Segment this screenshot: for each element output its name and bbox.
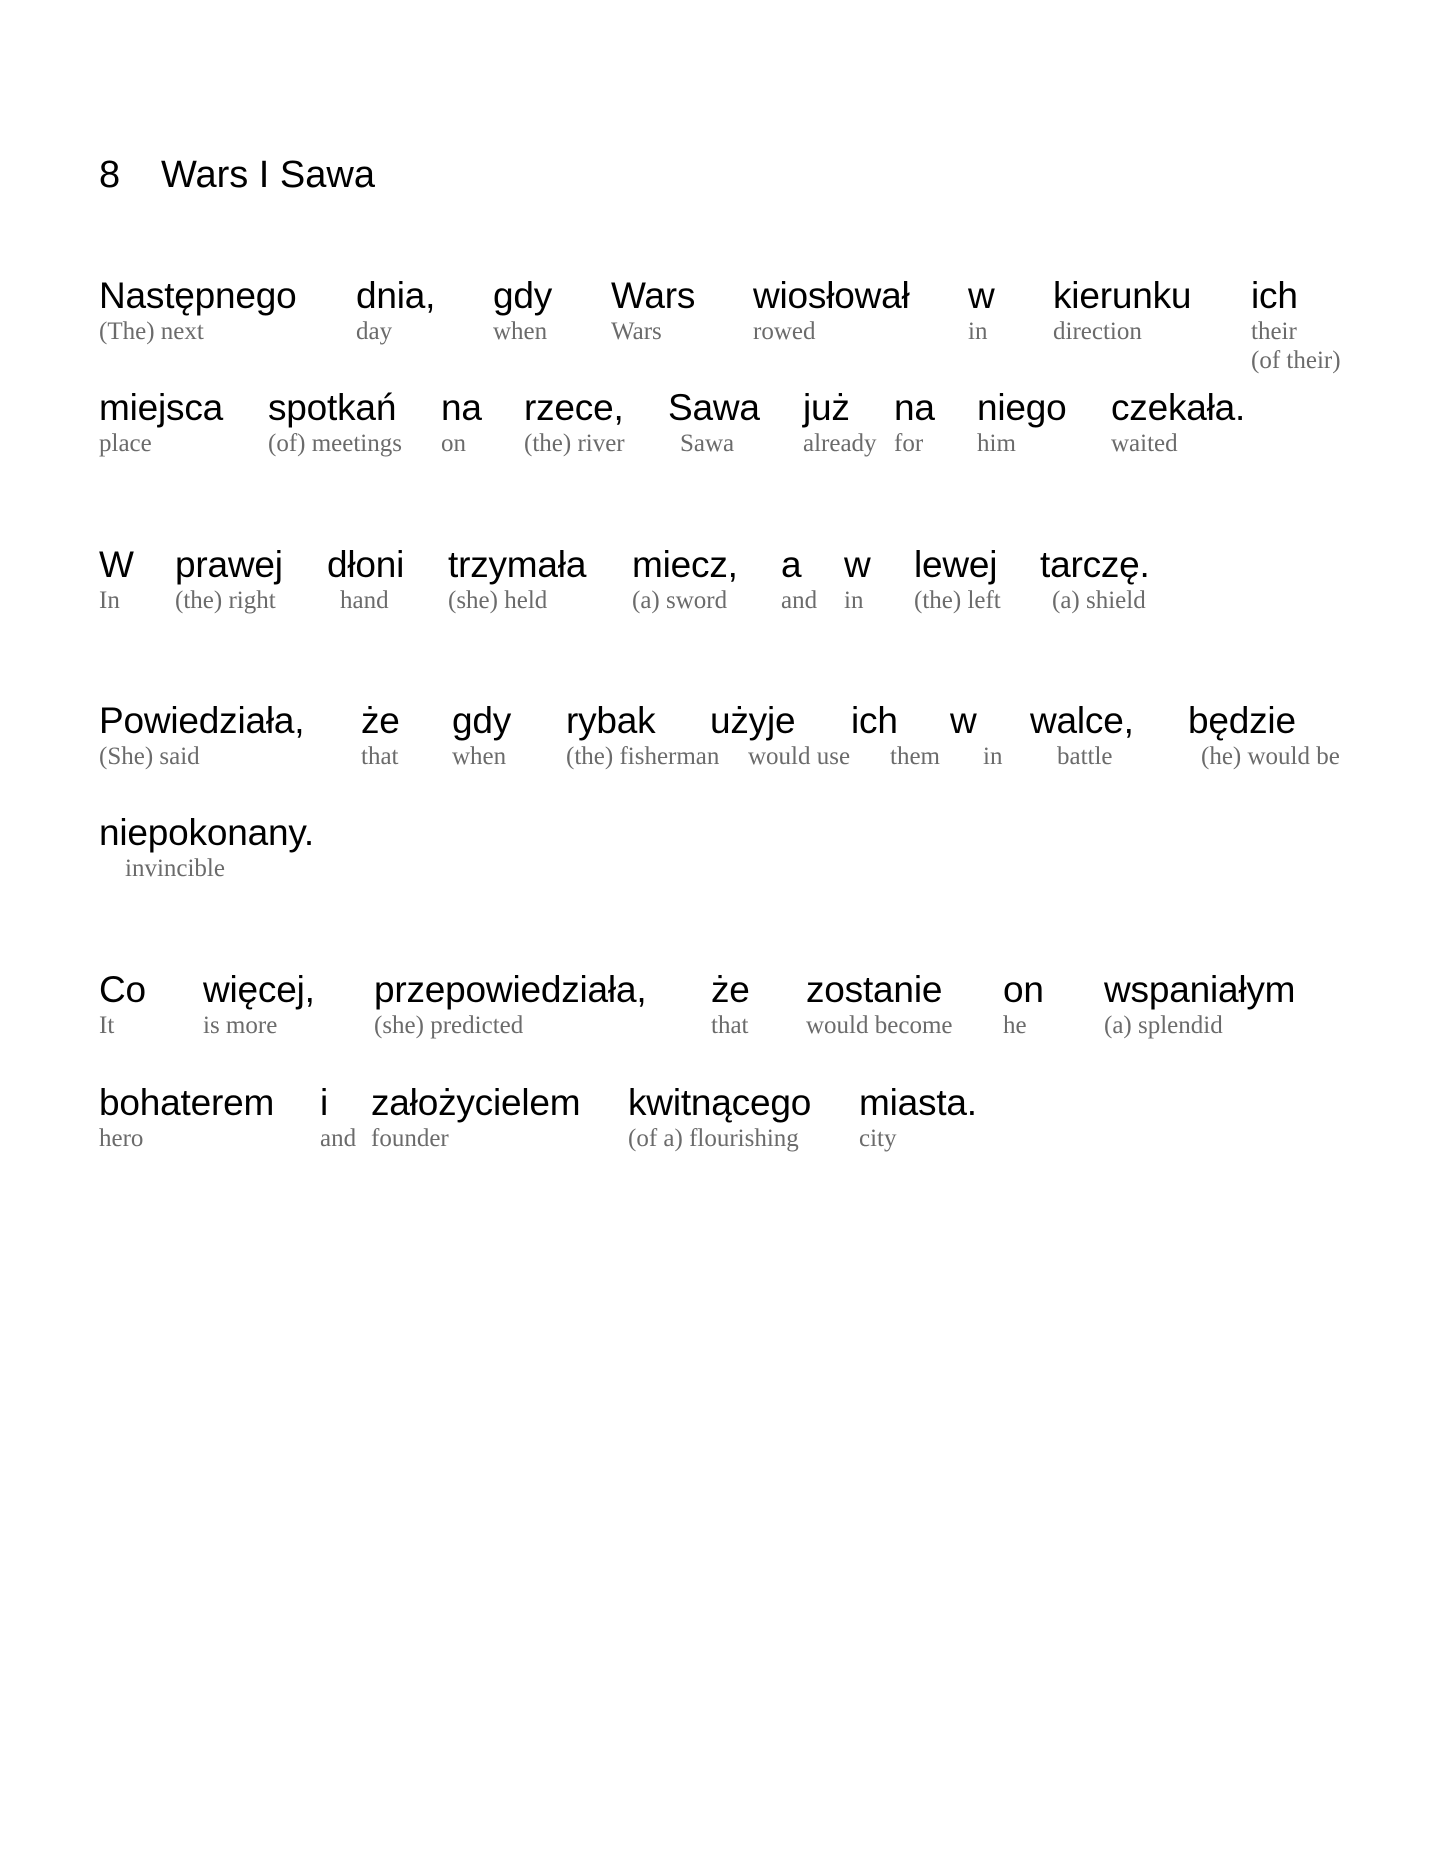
polish-word: już: [803, 387, 850, 428]
word-pair: [327, 544, 404, 615]
word-pair: [668, 387, 760, 458]
polish-word: na: [441, 387, 482, 428]
word-pair: [452, 700, 511, 771]
word-pair: [611, 275, 695, 346]
polish-word: założycielem: [371, 1082, 581, 1123]
polish-word: wspaniałym: [1104, 969, 1296, 1010]
word-pair: [361, 700, 400, 771]
english-gloss: in: [844, 587, 864, 614]
word-pair: [203, 969, 315, 1040]
english-gloss: in: [983, 743, 1003, 770]
polish-word: miasta.: [859, 1082, 977, 1123]
word-pair: [1188, 700, 1340, 771]
polish-word: czekała.: [1111, 387, 1246, 428]
word-pair: [894, 387, 935, 458]
polish-word: rzece,: [524, 387, 624, 428]
english-gloss: (a) shield: [1052, 587, 1146, 614]
polish-word: tarczę.: [1040, 544, 1150, 585]
english-gloss: for: [894, 430, 924, 457]
chapter-title: Wars I Sawa: [161, 154, 375, 196]
english-gloss: (She) said: [99, 743, 200, 770]
english-gloss: (the) river: [524, 430, 625, 457]
english-gloss: Wars: [611, 318, 662, 345]
english-gloss: Sawa: [680, 430, 735, 457]
word-pair: [851, 700, 940, 771]
word-pair: [803, 387, 877, 458]
english-gloss: (she) held: [448, 587, 548, 614]
word-pair: [806, 969, 952, 1040]
english-gloss: invincible: [125, 855, 225, 882]
word-pair: [566, 700, 719, 771]
polish-word: więcej,: [203, 969, 315, 1010]
english-gloss: hand: [340, 587, 389, 614]
english-gloss: In: [99, 587, 120, 614]
english-gloss: hero: [99, 1125, 144, 1152]
english-gloss: would become: [806, 1012, 953, 1039]
english-gloss: their: [1251, 318, 1297, 345]
word-pair: [99, 387, 223, 458]
polish-word: prawej: [175, 544, 283, 585]
word-pair: [950, 700, 1002, 771]
word-pair: [374, 969, 646, 1040]
english-gloss: and: [781, 587, 818, 614]
polish-word: w: [950, 700, 977, 741]
polish-word: przepowiedziała,: [374, 969, 647, 1010]
polish-word: Co: [99, 969, 146, 1010]
word-pair: [356, 275, 435, 346]
polish-word: spotkań: [268, 387, 397, 428]
english-gloss: would use: [748, 743, 851, 770]
word-pair: [320, 1082, 356, 1153]
word-pair: [99, 700, 304, 771]
polish-word: że: [361, 700, 400, 741]
polish-word: trzymała: [448, 544, 587, 585]
word-pair: [175, 544, 283, 615]
english-gloss: (of a) flourishing: [628, 1125, 799, 1152]
polish-word: niego: [977, 387, 1067, 428]
polish-word: miejsca: [99, 387, 224, 428]
interlinear-line: [0, 812, 1445, 912]
english-gloss: rowed: [753, 318, 816, 345]
english-gloss: when: [493, 318, 548, 345]
english-gloss: city: [859, 1125, 897, 1152]
polish-word: Wars: [611, 275, 696, 316]
polish-word: on: [1003, 969, 1044, 1010]
english-gloss: he: [1003, 1012, 1027, 1039]
polish-word: zostanie: [806, 969, 943, 1010]
english-gloss: (he) would be: [1201, 743, 1340, 770]
polish-word: dłoni: [327, 544, 405, 585]
english-gloss: that: [361, 743, 399, 770]
word-pair: [371, 1082, 580, 1153]
word-pair: [99, 544, 134, 615]
polish-word: Powiedziała,: [99, 700, 305, 741]
polish-word: kwitnącego: [628, 1082, 812, 1123]
word-pair: [844, 544, 871, 615]
word-pair: [1040, 544, 1150, 615]
polish-word: gdy: [493, 275, 553, 316]
polish-word: miecz,: [632, 544, 738, 585]
polish-word: w: [844, 544, 871, 585]
word-pair: [1030, 700, 1134, 771]
word-pair: [632, 544, 738, 615]
english-gloss: (a) sword: [632, 587, 728, 614]
polish-word: kierunku: [1053, 275, 1192, 316]
polish-word: dnia,: [356, 275, 436, 316]
polish-word: gdy: [452, 700, 512, 741]
english-gloss: when: [452, 743, 507, 770]
english-gloss: (the) left: [914, 587, 1001, 614]
polish-word: na: [894, 387, 935, 428]
english-gloss: (of) meetings: [268, 430, 402, 457]
english-gloss: battle: [1057, 743, 1113, 770]
word-pair: [99, 812, 314, 883]
word-pair: [968, 275, 995, 346]
word-pair: [1111, 387, 1245, 458]
polish-word: użyje: [710, 700, 796, 741]
word-pair: [99, 275, 297, 346]
polish-word: rybak: [566, 700, 656, 741]
word-pair: [914, 544, 1001, 615]
english-gloss: them: [890, 743, 940, 770]
polish-word: będzie: [1188, 700, 1296, 741]
polish-word: i: [320, 1082, 329, 1123]
word-pair: [441, 387, 482, 458]
polish-word: że: [711, 969, 750, 1010]
english-gloss: (she) predicted: [374, 1012, 524, 1039]
english-gloss: already: [803, 430, 877, 457]
interlinear-line: [0, 275, 1445, 375]
polish-word: lewej: [914, 544, 998, 585]
polish-word: ich: [851, 700, 898, 741]
polish-word: Następnego: [99, 275, 297, 316]
english-gloss: (the) fisherman: [566, 743, 720, 770]
word-pair: [977, 387, 1067, 458]
word-pair: [493, 275, 552, 346]
word-pair: [1251, 275, 1341, 375]
word-pair: [524, 387, 625, 458]
interlinear-line: [0, 1082, 1445, 1182]
english-gloss: him: [977, 430, 1016, 457]
polish-word: a: [781, 544, 802, 585]
english-gloss: (The) next: [99, 318, 204, 345]
word-pair: [1104, 969, 1295, 1040]
word-pair: [753, 275, 910, 346]
polish-word: ich: [1251, 275, 1298, 316]
polish-word: niepokonany.: [99, 812, 314, 853]
english-gloss: that: [711, 1012, 749, 1039]
english-gloss: direction: [1053, 318, 1142, 345]
english-gloss: It: [99, 1012, 115, 1039]
polish-word: wiosłował: [753, 275, 910, 316]
word-pair: [781, 544, 817, 615]
chapter-heading: [99, 156, 375, 194]
english-gloss: waited: [1111, 430, 1178, 457]
english-gloss: and: [320, 1125, 357, 1152]
word-pair: [710, 700, 850, 771]
word-pair: [99, 1082, 274, 1153]
interlinear-line: [0, 969, 1445, 1069]
polish-word: w: [968, 275, 995, 316]
polish-word: walce,: [1030, 700, 1134, 741]
interlinear-line: [0, 387, 1445, 487]
word-pair: [99, 969, 146, 1040]
english-gloss: on: [441, 430, 466, 457]
english-gloss: place: [99, 430, 152, 457]
polish-word: W: [99, 544, 134, 585]
english-gloss: (a) splendid: [1104, 1012, 1223, 1039]
interlinear-line: [0, 544, 1445, 644]
english-gloss: is more: [203, 1012, 278, 1039]
word-pair: [1053, 275, 1191, 346]
word-pair: [711, 969, 750, 1040]
word-pair: [448, 544, 586, 615]
word-pair: [628, 1082, 811, 1153]
english-gloss: (the) right: [175, 587, 276, 614]
polish-word: bohaterem: [99, 1082, 275, 1123]
word-pair: [859, 1082, 977, 1153]
word-pair: [268, 387, 402, 458]
polish-word: Sawa: [668, 387, 760, 428]
interlinear-line: [0, 700, 1445, 800]
chapter-number: 8: [99, 154, 121, 196]
english-gloss: day: [356, 318, 393, 345]
english-gloss: founder: [371, 1125, 449, 1152]
word-pair: [1003, 969, 1044, 1040]
english-gloss-alt: (of their): [1251, 347, 1341, 374]
english-gloss: in: [968, 318, 988, 345]
